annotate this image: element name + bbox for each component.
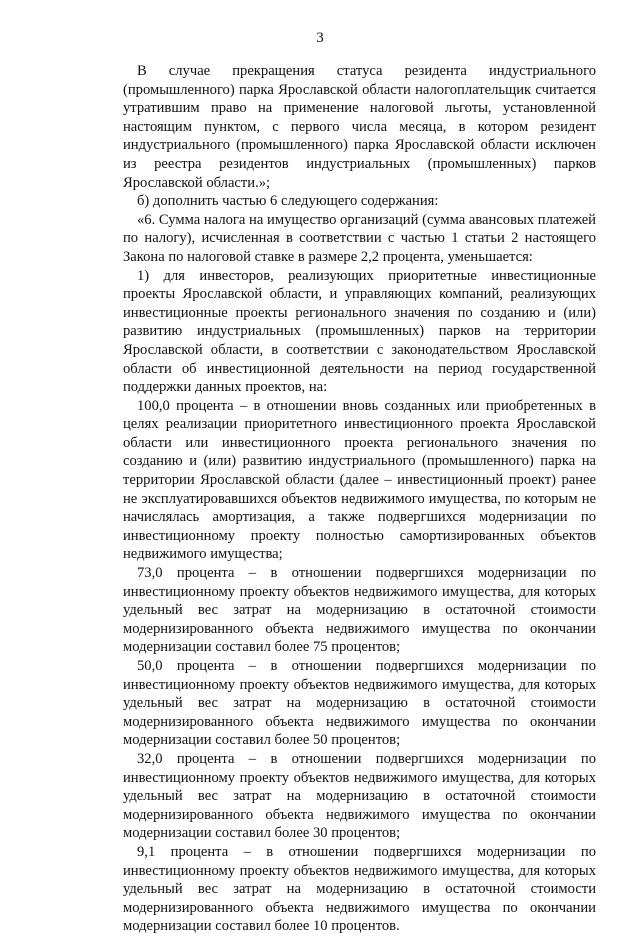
- paragraph-resident-status-termination: В случае прекращения статуса резидента индустриального (промышленного) парка Ярославской области налогоплательщик считается утратившим право на применение налоговой льготы, установленной настоящим пунктом, с первого числа месяца, в котором резидент индустриального (промышленного) парка Ярославской области исключен из реестра резидентов индустриальных (промышленных) парков Ярославской области.»;: [123, 63, 596, 191]
- paragraph-rate-9-1: 9,1 процента – в отношении подвергшихся модернизации по инвестиционному проекту объектов недвижимого имущества, для которых удельный вес затрат на модернизацию в остаточной стоимости модернизированного объекта недвижимого имущества по окончании модернизации составил более 10 процентов.: [123, 843, 596, 935]
- paragraph-part-6-intro: «6. Сумма налога на имущество организаций (сумма авансовых платежей по налогу), исчисленная в соответствии с частью 1 статьи 2 настоящего Закона по налоговой ставке в размере 2,2 процента, уменьшается:: [123, 211, 596, 265]
- document-body: [123, 62, 596, 936]
- paragraph-investors-item-1: 1) для инвесторов, реализующих приоритетные инвестиционные проекты Ярославской области, и управляющих компаний, реализующих инвестиционные проекты регионального значения по созданию и (или) развитию индустриальных (промышленных) парков на территории Ярославской области, в соответствии с законодательством Ярославской области об инвестиционной деятельности на период государственной поддержки данных проектов, на:: [123, 267, 596, 396]
- paragraph-rate-50: 50,0 процента – в отношении подвергшихся модернизации по инвестиционному проекту объектов недвижимого имущества, для которых удельный вес затрат на модернизацию в остаточной стоимости модернизированного объекта недвижимого имущества по окончании модернизации составил более 50 процентов;: [123, 658, 596, 749]
- paragraph-add-part-6: б) дополнить частью 6 следующего содержания:: [137, 193, 439, 210]
- paragraph-rate-32: 32,0 процента – в отношении подвергшихся модернизации по инвестиционному проекту объектов недвижимого имущества, для которых удельный вес затрат на модернизацию в остаточной стоимости модернизированного объекта недвижимого имущества по окончании модернизации составил более 30 процентов;: [123, 750, 596, 842]
- page-number: 3: [316, 30, 324, 46]
- paragraph-rate-100: 100,0 процента – в отношении вновь созданных или приобретенных в целях реализации приоритетного инвестиционного проекта Ярославской области или инвестиционного проекта регионального значения по созданию и (или) развитию индустриального (промышленного) парка на территории Ярославской области (далее – инвестиционный проект) ранее не эксплуатировавшихся объектов недвижимого имущества, по которым не начислялась амортизация, а также подвергшихся модернизации по инвестиционному проекту полностью самортизированных объектов недвижимого имущества;: [123, 397, 596, 563]
- paragraph-rate-73: 73,0 процента – в отношении подвергшихся модернизации по инвестиционному проекту объектов недвижимого имущества, для которых удельный вес затрат на модернизацию в остаточной стоимости модернизированного объекта недвижимого имущества по окончании модернизации составил более 75 процентов;: [123, 565, 596, 656]
